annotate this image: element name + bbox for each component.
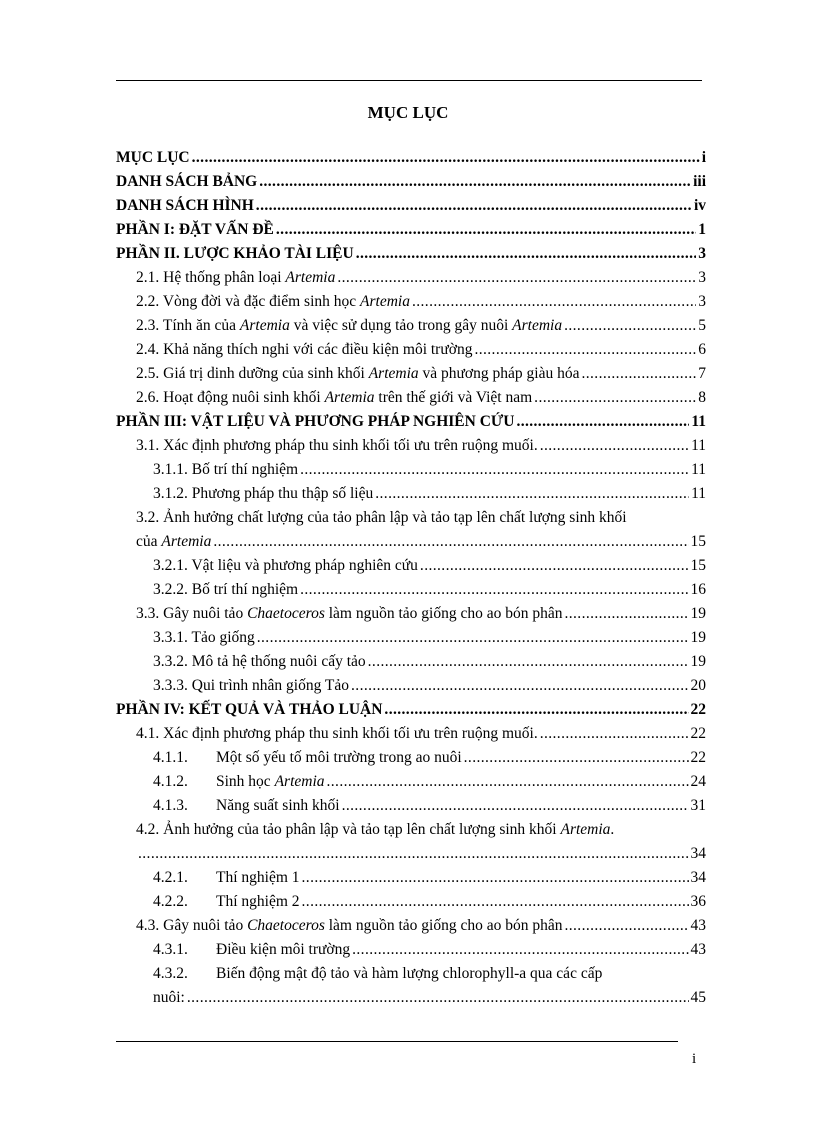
toc-page-number: 3 (698, 245, 706, 262)
toc-leader-dots (213, 530, 688, 554)
footer-page-number: i (692, 1051, 697, 1067)
toc-entry-label: 3.2.1. Vật liệu và phương pháp nghiên cứu (153, 557, 418, 574)
toc-entry-label: 2.1. Hệ thống phân loại Artemia (136, 269, 336, 286)
toc-leader-dots (300, 578, 688, 602)
toc-entry-label: PHẦN IV: KẾT QUẢ VÀ THẢO LUẬN (116, 701, 383, 718)
toc-entry[interactable] (116, 506, 706, 530)
toc-entry[interactable] (116, 842, 706, 866)
toc-page-number: iii (693, 173, 706, 190)
toc-entry-number: 4.1.1. (153, 749, 188, 766)
toc-page-number: 11 (691, 461, 706, 478)
toc-entry-label: 3.2. Ảnh hưởng chất lượng của tảo phân lập và tảo tạp lên chất lượng sinh khối (136, 509, 627, 526)
toc-page-number: 19 (690, 629, 706, 646)
toc-entry-label: PHẦN I: ĐẶT VẤN ĐỀ (116, 221, 274, 238)
toc-entry-label: 3.2.2. Bố trí thí nghiệm (153, 581, 299, 598)
toc-page-number: 1 (698, 221, 706, 238)
toc-leader-dots (192, 146, 700, 170)
toc-page-number: 43 (690, 941, 706, 958)
toc-entry-label: 3.1.2. Phương pháp thu thập số liệu (153, 485, 374, 502)
toc-leader-dots (540, 434, 689, 458)
toc-entry-label: 4.1.1. Một số yếu tố môi trường trong ao nuôi (153, 746, 462, 770)
toc-leader-dots (412, 290, 696, 314)
toc-entry[interactable] (116, 626, 706, 650)
toc-leader-dots (356, 242, 697, 266)
toc-entry-label: 4.2.2. Thí nghiệm 2 (153, 890, 300, 914)
toc-entry[interactable] (116, 218, 706, 242)
toc-page-number: 3 (698, 293, 706, 310)
toc-page-number: 5 (698, 317, 706, 334)
toc-page-number: 34 (690, 869, 706, 886)
toc-leader-dots (259, 170, 691, 194)
toc-entry-label: nuôi: (153, 989, 185, 1006)
toc-entry[interactable] (116, 866, 706, 890)
toc-entry[interactable] (116, 266, 706, 290)
toc-entry[interactable] (116, 746, 706, 770)
toc-page-number: 31 (690, 797, 706, 814)
toc-page-number: 15 (690, 533, 706, 550)
page-title: MỤC LỤC (367, 103, 449, 122)
toc-leader-dots (337, 266, 696, 290)
toc-page-number: 34 (690, 845, 706, 862)
toc-page-number: 11 (691, 485, 706, 502)
toc-leader-dots (138, 842, 689, 866)
toc-entry-label: 3.1.1. Bố trí thí nghiệm (153, 461, 299, 478)
toc-entry[interactable] (116, 290, 706, 314)
toc-entry[interactable] (116, 602, 706, 626)
toc-entry[interactable] (116, 818, 706, 842)
toc-leader-dots (256, 194, 692, 218)
header-rule (116, 80, 702, 81)
toc-entry-number: 4.1.3. (153, 797, 188, 814)
toc-entry-label: 2.6. Hoạt động nuôi sinh khối Artemia trên thế giới và Việt nam (136, 389, 533, 406)
toc-entry-number: 4.3.2. (153, 965, 188, 982)
toc-page-number: 11 (691, 413, 706, 430)
toc-entry-label: 4.2.1. Thí nghiệm 1 (153, 866, 300, 890)
toc-entry-label: MỤC LỤC (116, 149, 190, 166)
toc-page-number: 6 (698, 341, 706, 358)
toc-page-number: 7 (698, 365, 706, 382)
toc-page-number: 24 (690, 773, 706, 790)
toc-entry-label: 4.3. Gây nuôi tảo Chaetoceros làm nguồn tảo giống cho ao bón phân (136, 917, 563, 934)
toc-page-number: 22 (690, 725, 706, 742)
toc-leader-dots (302, 890, 689, 914)
toc-entry-label: 3.3.1. Tảo giống (153, 629, 255, 646)
toc-entry-label: 4.2. Ảnh hưởng của tảo phân lập và tảo tạp lên chất lượng sinh khối Artemia. (136, 821, 615, 838)
toc-page-number: 8 (698, 389, 706, 406)
toc-entry[interactable] (116, 650, 706, 674)
toc-leader-dots (564, 314, 696, 338)
toc-page-number: 22 (690, 749, 706, 766)
toc-entry[interactable] (116, 314, 706, 338)
toc-leader-dots (300, 458, 689, 482)
toc-page-number: 11 (691, 437, 706, 454)
toc-leader-dots (368, 650, 689, 674)
toc-page-number: 43 (690, 917, 706, 934)
toc-entry-label: 2.4. Khả năng thích nghi với các điều kiện môi trường (136, 341, 473, 358)
toc-entry[interactable] (116, 674, 706, 698)
toc-leader-dots (464, 746, 689, 770)
toc-entry-label: 2.2. Vòng đời và đặc điểm sinh học Artemia (136, 293, 410, 310)
toc-entry-label: 4.3.1. Điều kiện môi trường (153, 938, 350, 962)
toc-entry-number: 4.3.1. (153, 941, 188, 958)
toc-entry[interactable] (116, 698, 706, 722)
toc-entry[interactable] (116, 962, 706, 986)
toc-leader-dots (342, 794, 689, 818)
toc-entry-number: 4.1.2. (153, 773, 188, 790)
toc-entry[interactable] (116, 242, 706, 266)
toc-entry-label: 4.1.3. Năng suất sinh khối (153, 794, 340, 818)
toc-entry-label: 3.3.2. Mô tả hệ thống nuôi cấy tảo (153, 653, 366, 670)
toc-entry[interactable] (116, 146, 706, 170)
toc-entry-label: PHẦN II. LƯỢC KHẢO TÀI LIỆU (116, 245, 354, 262)
toc-leader-dots (276, 218, 696, 242)
toc-leader-dots (581, 362, 696, 386)
toc-entry[interactable] (116, 530, 706, 554)
toc-entry[interactable] (116, 770, 706, 794)
toc-leader-dots (564, 914, 688, 938)
toc-page-number: 19 (690, 653, 706, 670)
toc-entry[interactable] (116, 338, 706, 362)
toc-leader-dots (351, 674, 688, 698)
toc-entry[interactable] (116, 410, 706, 434)
toc-page-number: 36 (690, 893, 706, 910)
toc-page-number: 19 (690, 605, 706, 622)
toc-page-number: 20 (690, 677, 706, 694)
toc-entry[interactable] (116, 986, 706, 1010)
toc-page-number: 16 (690, 581, 706, 598)
toc-entry[interactable] (116, 554, 706, 578)
toc-entry[interactable] (116, 722, 706, 746)
toc-leader-dots (352, 938, 688, 962)
toc-entry[interactable] (116, 578, 706, 602)
toc-entry[interactable] (116, 938, 706, 962)
table-of-contents (116, 146, 706, 1010)
toc-entry[interactable] (116, 890, 706, 914)
toc-entry-label: 3.3.3. Qui trình nhân giống Tảo (153, 677, 350, 694)
toc-entry-label: 4.3.2. Biến động mật độ tảo và hàm lượng chlorophyll-a qua các cấp (153, 962, 602, 986)
toc-entry-label: 3.3. Gây nuôi tảo Chaetoceros làm nguồn tảo giống cho ao bón phân (136, 605, 563, 622)
toc-leader-dots (257, 626, 689, 650)
toc-entry[interactable] (116, 194, 706, 218)
toc-leader-dots (564, 602, 688, 626)
toc-leader-dots (516, 410, 689, 434)
toc-page-number: 15 (690, 557, 706, 574)
toc-leader-dots (384, 698, 688, 722)
toc-page-number: 22 (690, 701, 706, 718)
toc-page-number: iv (693, 197, 706, 214)
toc-entry[interactable] (116, 914, 706, 938)
toc-page-number: i (701, 149, 706, 166)
toc-leader-dots (534, 386, 696, 410)
toc-entry-number: 4.2.1. (153, 869, 188, 886)
toc-leader-dots (540, 722, 689, 746)
toc-entry-label: 4.1.2. Sinh học Artemia (153, 770, 325, 794)
toc-leader-dots (375, 482, 689, 506)
toc-leader-dots (420, 554, 689, 578)
toc-page-number: 45 (690, 989, 706, 1006)
toc-entry-label: 3.1. Xác định phương pháp thu sinh khối tối ưu trên ruộng muối. (136, 437, 538, 454)
toc-entry[interactable] (116, 458, 706, 482)
footer-rule (116, 1041, 678, 1042)
toc-entry-label: 2.3. Tính ăn của Artemia và việc sử dụng tảo trong gây nuôi Artemia (136, 317, 563, 334)
toc-entry-label: PHẦN III: VẬT LIỆU VÀ PHƯƠNG PHÁP NGHIÊN CỨU (116, 413, 515, 430)
toc-leader-dots (187, 986, 689, 1010)
toc-entry-number: 4.2.2. (153, 893, 188, 910)
toc-leader-dots (327, 770, 689, 794)
toc-entry[interactable] (116, 434, 706, 458)
toc-leader-dots (302, 866, 689, 890)
toc-page-number: 3 (698, 269, 706, 286)
toc-entry-label: DANH SÁCH BẢNG (116, 173, 258, 190)
toc-entry[interactable] (116, 170, 706, 194)
toc-entry-label: của Artemia (136, 533, 212, 550)
toc-entry[interactable] (116, 386, 706, 410)
toc-entry-label: 2.5. Giá trị dinh dưỡng của sinh khối Artemia và phương pháp giàu hóa (136, 365, 580, 382)
toc-entry-label: 4.1. Xác định phương pháp thu sinh khối tối ưu trên ruộng muối. (136, 725, 538, 742)
toc-entry[interactable] (116, 794, 706, 818)
toc-entry[interactable] (116, 482, 706, 506)
toc-entry[interactable] (116, 362, 706, 386)
toc-leader-dots (474, 338, 696, 362)
toc-entry-label: DANH SÁCH HÌNH (116, 197, 254, 214)
